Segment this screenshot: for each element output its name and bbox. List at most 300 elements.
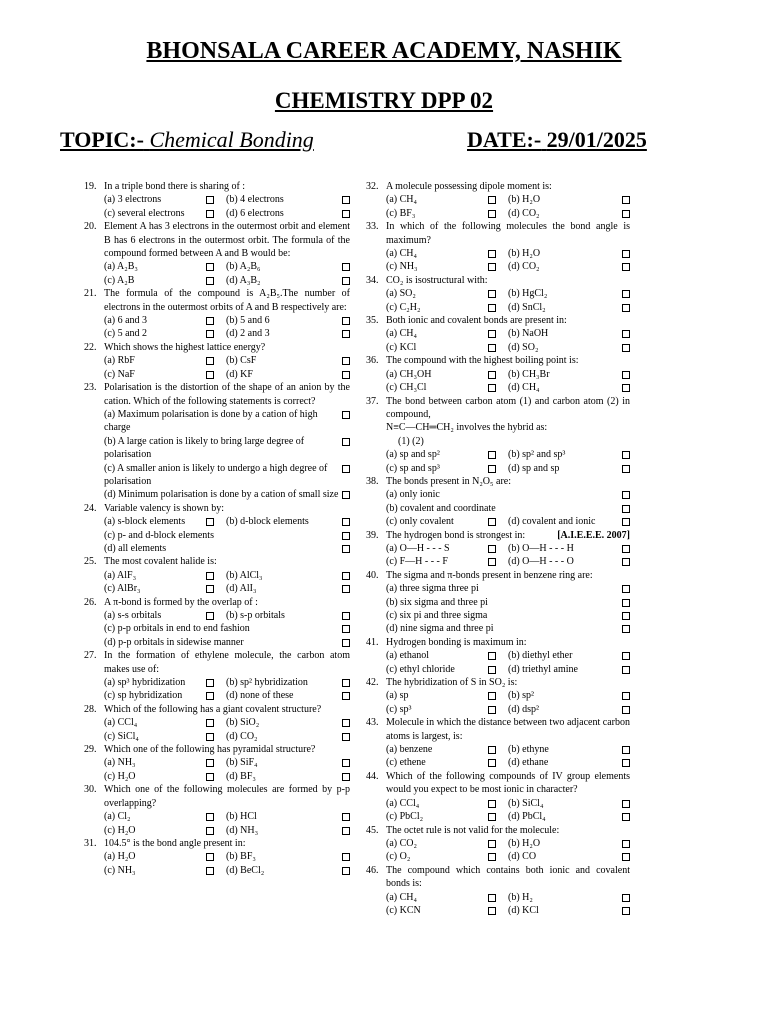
answer-checkbox[interactable] <box>342 853 350 861</box>
option-pair <box>226 260 350 273</box>
option-row <box>84 368 350 381</box>
answer-checkbox[interactable] <box>342 572 350 580</box>
answer-checkbox[interactable] <box>488 558 496 566</box>
option-text: (c) AlBr₃ <box>104 583 141 595</box>
option-pair <box>104 260 226 273</box>
answer-checkbox[interactable] <box>622 344 630 352</box>
answer-checkbox[interactable] <box>342 773 350 781</box>
option-pair <box>104 515 226 528</box>
answer-checkbox[interactable] <box>206 759 214 767</box>
answer-checkbox[interactable] <box>342 196 350 204</box>
option-row <box>84 542 350 555</box>
question-number: 24. <box>84 502 97 514</box>
answer-checkbox[interactable] <box>488 692 496 700</box>
answer-checkbox[interactable] <box>206 572 214 580</box>
answer-checkbox[interactable] <box>622 800 630 808</box>
question-stem <box>84 649 350 676</box>
option-pair <box>386 327 508 340</box>
option-row <box>366 287 630 300</box>
option-text: (d) 6 electrons <box>226 207 284 219</box>
answer-checkbox[interactable] <box>342 357 350 365</box>
answer-checkbox[interactable] <box>206 773 214 781</box>
question-item <box>84 783 350 837</box>
option-text: (c) CH₃Cl <box>386 382 427 394</box>
option-pair <box>508 260 630 273</box>
answer-checkbox[interactable] <box>206 853 214 861</box>
answer-checkbox[interactable] <box>342 438 350 446</box>
question-number: 22. <box>84 341 97 353</box>
option-text: (a) sp³ hybridization <box>104 677 186 689</box>
question-number: 44. <box>366 770 379 782</box>
answer-checkbox[interactable] <box>342 813 350 821</box>
option-pair <box>104 810 226 823</box>
option-pair <box>104 368 226 381</box>
question-stem <box>366 636 630 649</box>
option-pair <box>226 730 350 743</box>
question-stem <box>366 824 630 837</box>
option-pair <box>386 301 508 314</box>
option-pair <box>104 864 226 877</box>
answer-checkbox[interactable] <box>206 612 214 620</box>
answer-checkbox[interactable] <box>622 558 630 566</box>
answer-checkbox[interactable] <box>488 518 496 526</box>
option-text: (a) RbF <box>104 355 135 367</box>
option-pair <box>508 797 630 810</box>
question-text: The most covalent halide is: <box>104 556 217 568</box>
option-text: (c) KCN <box>386 904 421 916</box>
question-text: Which shows the highest lattice energy? <box>104 341 266 353</box>
option-text: (d) O—H - - - O <box>508 556 574 568</box>
question-stem <box>366 770 630 797</box>
answer-checkbox[interactable] <box>622 813 630 821</box>
option-text: (b) SiCl₄ <box>508 797 544 809</box>
answer-checkbox[interactable] <box>622 907 630 915</box>
option-text: (a) SO₂ <box>386 288 416 300</box>
answer-checkbox[interactable] <box>622 196 630 204</box>
answer-checkbox[interactable] <box>622 304 630 312</box>
option-text: (d) none of these <box>226 690 294 702</box>
question-number: 23. <box>84 382 97 394</box>
answer-checkbox[interactable] <box>488 666 496 674</box>
option-row <box>366 743 630 756</box>
question-item <box>366 220 630 274</box>
option-row <box>84 716 350 729</box>
option-row <box>366 810 630 823</box>
answer-checkbox[interactable] <box>622 652 630 660</box>
option-text: (a) CH₄ <box>386 328 417 340</box>
option-row <box>84 462 350 489</box>
option-text: (b) 4 electrons <box>226 194 284 206</box>
answer-checkbox[interactable] <box>206 692 214 700</box>
option-row <box>366 327 630 340</box>
question-text: Which one of the following has pyramidal structure? <box>104 744 316 756</box>
option-row <box>84 314 350 327</box>
option-pair <box>226 314 350 327</box>
answer-checkbox[interactable] <box>622 585 630 593</box>
option-row <box>366 582 630 595</box>
option-row <box>84 689 350 702</box>
option-pair <box>226 824 350 837</box>
answer-checkbox[interactable] <box>622 840 630 848</box>
option-row <box>366 837 630 850</box>
answer-checkbox[interactable] <box>342 679 350 687</box>
option-pair <box>386 797 508 810</box>
option-pair <box>226 850 350 863</box>
option-text: (b) CH₃Br <box>508 368 550 380</box>
question-item <box>366 864 630 918</box>
question-item <box>84 555 350 595</box>
answer-checkbox[interactable] <box>488 250 496 258</box>
option-text: (a) Maximum polarisation is done by a cation of high charge <box>104 408 318 434</box>
question-stem <box>366 569 630 582</box>
option-text: (a) AlF₃ <box>104 569 137 581</box>
option-pair <box>386 649 508 662</box>
option-text: (a) CCl₄ <box>104 717 138 729</box>
question-text: The formula of the compound is A₂B₅.The number of electrons in the outermost orbits of A and B respectively are: <box>104 288 350 313</box>
option-pair <box>104 569 226 582</box>
question-number: 28. <box>84 703 97 715</box>
option-text: (a) 3 electrons <box>104 194 162 206</box>
option-text: (c) H₂O <box>104 824 136 836</box>
option-row <box>366 596 630 609</box>
option-text: (c) sp hybridization <box>104 690 183 702</box>
question-stem <box>84 783 350 810</box>
answer-checkbox[interactable] <box>342 518 350 526</box>
option-pair <box>386 448 508 461</box>
question-text: The octet rule is not valid for the molecule: <box>386 824 560 836</box>
question-text: Element A has 3 electrons in the outermost orbit and element B has 6 electrons in the outermost orbit. The formula of the compound formed between A and B would be: <box>104 221 350 260</box>
option-text: (c) C₂H₂ <box>386 301 421 313</box>
option-pair <box>226 207 350 220</box>
answer-checkbox[interactable] <box>622 599 630 607</box>
option-pair <box>386 368 508 381</box>
question-item <box>84 341 350 381</box>
answer-checkbox[interactable] <box>206 330 214 338</box>
option-text: (c) NH₃ <box>104 864 136 876</box>
option-text: (b) AlCl₃ <box>226 569 263 581</box>
dpp-title: CHEMISTRY DPP 02 <box>274 88 494 113</box>
answer-checkbox[interactable] <box>622 612 630 620</box>
option-pair <box>386 689 508 702</box>
question-line: (1) (2) <box>398 435 424 447</box>
answer-checkbox[interactable] <box>622 491 630 499</box>
answer-checkbox[interactable] <box>622 505 630 513</box>
option-row <box>84 756 350 769</box>
answer-checkbox[interactable] <box>488 759 496 767</box>
option-pair <box>386 756 508 769</box>
option-pair <box>386 850 508 863</box>
option-text: (a) O—H - - - S <box>386 542 450 554</box>
answer-checkbox[interactable] <box>622 692 630 700</box>
answer-checkbox[interactable] <box>488 800 496 808</box>
option-row <box>84 529 350 542</box>
option-text: (c) PbCl₂ <box>386 811 424 823</box>
question-stem <box>84 703 350 716</box>
option-text: (c) sp and sp³ <box>386 462 440 474</box>
answer-checkbox[interactable] <box>488 210 496 218</box>
answer-checkbox[interactable] <box>342 411 350 419</box>
question-stem <box>84 180 350 193</box>
answer-checkbox[interactable] <box>342 263 350 271</box>
option-text: (c) SiCl₄ <box>104 730 139 742</box>
option-pair <box>226 770 350 783</box>
answer-checkbox[interactable] <box>206 518 214 526</box>
question-text: The bonds present in N₂O₅ are: <box>386 475 511 487</box>
answer-checkbox[interactable] <box>488 330 496 338</box>
answer-checkbox[interactable] <box>622 465 630 473</box>
answer-checkbox[interactable] <box>488 894 496 902</box>
answer-checkbox[interactable] <box>488 371 496 379</box>
option-text: (d) CH₄ <box>508 382 540 394</box>
option-row <box>366 703 630 716</box>
option-pair <box>226 756 350 769</box>
option-row <box>366 247 630 260</box>
option-text: (c) NaF <box>104 368 135 380</box>
question-text: In which of the following molecules the bond angle is maximum? <box>386 221 630 246</box>
answer-checkbox[interactable] <box>342 330 350 338</box>
option-pair <box>386 462 508 475</box>
option-text: (b) SiO₂ <box>226 717 260 729</box>
answer-checkbox[interactable] <box>342 545 350 553</box>
answer-checkbox[interactable] <box>622 290 630 298</box>
option-text: (d) KCl <box>508 904 539 916</box>
option-text: (a) CH₄ <box>386 194 417 206</box>
question-number: 42. <box>366 677 379 689</box>
answer-checkbox[interactable] <box>206 719 214 727</box>
question-text: The sigma and π-bonds present in benzene ring are: <box>386 569 593 581</box>
question-number: 38. <box>366 475 379 487</box>
answer-checkbox[interactable] <box>488 706 496 714</box>
question-text: The compound with the highest boiling point is: <box>386 355 579 367</box>
answer-checkbox[interactable] <box>488 746 496 754</box>
answer-checkbox[interactable] <box>342 639 350 647</box>
question-item <box>84 743 350 783</box>
option-pair <box>508 837 630 850</box>
answer-checkbox[interactable] <box>622 330 630 338</box>
answer-checkbox[interactable] <box>488 813 496 821</box>
option-row <box>84 850 350 863</box>
option-pair <box>508 891 630 904</box>
answer-checkbox[interactable] <box>206 277 214 285</box>
answer-checkbox[interactable] <box>488 344 496 352</box>
question-item <box>84 649 350 703</box>
option-row <box>366 341 630 354</box>
option-row <box>366 555 630 568</box>
answer-checkbox[interactable] <box>488 451 496 459</box>
answer-checkbox[interactable] <box>622 853 630 861</box>
answer-checkbox[interactable] <box>342 371 350 379</box>
option-text: (b) HCl <box>226 811 257 823</box>
option-pair <box>386 703 508 716</box>
answer-checkbox[interactable] <box>342 532 350 540</box>
question-item <box>366 569 630 636</box>
answer-checkbox[interactable] <box>488 907 496 915</box>
option-row <box>84 435 350 462</box>
topic-label: TOPIC:- <box>60 127 144 152</box>
option-pair <box>386 837 508 850</box>
answer-checkbox[interactable] <box>622 545 630 553</box>
question-item <box>84 220 350 287</box>
topic-line <box>60 127 342 153</box>
answer-checkbox[interactable] <box>488 545 496 553</box>
option-text: (c) H₂O <box>104 770 136 782</box>
answer-checkbox[interactable] <box>622 706 630 714</box>
answer-checkbox[interactable] <box>206 585 214 593</box>
academy-title: BHONSALA CAREER ACADEMY, NASHIK <box>146 38 622 64</box>
option-text: (b) covalent and coordinate <box>386 502 496 514</box>
option-pair <box>226 689 350 702</box>
answer-checkbox[interactable] <box>622 210 630 218</box>
option-text: (a) CO₂ <box>386 837 417 849</box>
option-text: (a) Cl₂ <box>104 811 131 823</box>
answer-checkbox[interactable] <box>206 210 214 218</box>
option-row <box>366 515 630 528</box>
option-text: (a) H₂O <box>104 851 136 863</box>
answer-checkbox[interactable] <box>206 317 214 325</box>
answer-checkbox[interactable] <box>342 733 350 741</box>
option-pair <box>226 515 350 528</box>
option-text: (d) 2 and 3 <box>226 328 270 340</box>
answer-checkbox[interactable] <box>488 290 496 298</box>
option-row <box>84 864 350 877</box>
answer-checkbox[interactable] <box>622 263 630 271</box>
answer-checkbox[interactable] <box>622 625 630 633</box>
question-text: Molecule in which the distance between two adjacent carbon atoms is largest, is: <box>386 717 630 742</box>
option-pair <box>508 649 630 662</box>
answer-checkbox[interactable] <box>622 384 630 392</box>
exam-tag: [A.I.E.E.E. 2007] <box>557 529 630 541</box>
option-row <box>366 448 630 461</box>
option-text: (a) three sigma three pi <box>386 583 479 595</box>
answer-checkbox[interactable] <box>488 840 496 848</box>
option-text: (c) ethene <box>386 757 426 769</box>
question-stem <box>366 475 630 488</box>
answer-checkbox[interactable] <box>622 250 630 258</box>
answer-checkbox[interactable] <box>342 585 350 593</box>
answer-checkbox[interactable] <box>342 719 350 727</box>
answer-checkbox[interactable] <box>206 371 214 379</box>
answer-checkbox[interactable] <box>342 759 350 767</box>
question-number: 27. <box>84 650 97 662</box>
question-item <box>366 770 630 824</box>
answer-checkbox[interactable] <box>488 652 496 660</box>
answer-checkbox[interactable] <box>342 491 350 499</box>
question-number: 29. <box>84 744 97 756</box>
answer-checkbox[interactable] <box>622 371 630 379</box>
answer-checkbox[interactable] <box>622 894 630 902</box>
option-text: (a) NH₃ <box>104 757 136 769</box>
option-text: (d) sp and sp <box>508 462 560 474</box>
option-pair <box>508 689 630 702</box>
option-text: (d) PbCl₄ <box>508 811 546 823</box>
answer-checkbox[interactable] <box>622 759 630 767</box>
option-pair <box>226 274 350 287</box>
question-item <box>366 354 630 394</box>
answer-checkbox[interactable] <box>622 451 630 459</box>
option-text: (d) ethane <box>508 757 549 769</box>
answer-checkbox[interactable] <box>206 196 214 204</box>
option-row <box>84 730 350 743</box>
option-pair <box>104 850 226 863</box>
question-stem <box>84 220 350 260</box>
option-pair <box>508 247 630 260</box>
option-pair <box>104 770 226 783</box>
option-pair <box>386 810 508 823</box>
question-item <box>366 824 630 864</box>
option-text: (a) CCl₄ <box>386 797 420 809</box>
option-pair <box>508 327 630 340</box>
question-stem <box>84 596 350 609</box>
option-pair <box>508 850 630 863</box>
option-pair <box>508 703 630 716</box>
answer-checkbox[interactable] <box>206 357 214 365</box>
option-pair <box>508 193 630 206</box>
option-row <box>84 824 350 837</box>
question-text: Variable valency is shown by: <box>104 502 224 514</box>
question-item <box>84 381 350 502</box>
question-number: 31. <box>84 837 97 849</box>
answer-checkbox[interactable] <box>488 304 496 312</box>
answer-checkbox[interactable] <box>488 196 496 204</box>
answer-checkbox[interactable] <box>342 465 350 473</box>
answer-checkbox[interactable] <box>206 733 214 741</box>
answer-checkbox[interactable] <box>488 465 496 473</box>
option-text: (b) SiF₄ <box>226 757 258 769</box>
option-text: (b) CsF <box>226 355 257 367</box>
question-item <box>366 716 630 770</box>
option-text: (d) BeCl₂ <box>226 864 265 876</box>
option-text: (a) CH₄ <box>386 248 417 260</box>
option-text: (a) 6 and 3 <box>104 315 148 327</box>
answer-checkbox[interactable] <box>342 867 350 875</box>
question-number: 35. <box>366 315 379 327</box>
option-text: (c) KCl <box>386 341 417 353</box>
answer-checkbox[interactable] <box>206 813 214 821</box>
answer-checkbox[interactable] <box>342 692 350 700</box>
answer-checkbox[interactable] <box>622 746 630 754</box>
option-row <box>84 770 350 783</box>
answer-checkbox[interactable] <box>488 853 496 861</box>
answer-checkbox[interactable] <box>342 612 350 620</box>
answer-checkbox[interactable] <box>206 867 214 875</box>
question-text: The hydrogen bond is strongest in: [A.I.E.E.E. 2007] <box>386 529 630 541</box>
option-pair <box>226 354 350 367</box>
option-row <box>366 850 630 863</box>
answer-checkbox[interactable] <box>206 827 214 835</box>
answer-checkbox[interactable] <box>622 666 630 674</box>
question-text: Which one of the following molecules are formed by p-p overlapping? <box>104 784 350 809</box>
answer-checkbox[interactable] <box>622 518 630 526</box>
question-number: 20. <box>84 221 97 233</box>
answer-checkbox[interactable] <box>342 210 350 218</box>
answer-checkbox[interactable] <box>342 317 350 325</box>
option-pair <box>386 207 508 220</box>
option-pair <box>386 260 508 273</box>
question-text: The hybridization of S in SO₂ is: <box>386 677 518 689</box>
answer-checkbox[interactable] <box>342 277 350 285</box>
answer-checkbox[interactable] <box>206 263 214 271</box>
option-text: (b) H₂O <box>508 248 541 260</box>
option-row <box>84 193 350 206</box>
answer-checkbox[interactable] <box>488 384 496 392</box>
answer-checkbox[interactable] <box>488 263 496 271</box>
answer-checkbox[interactable] <box>206 679 214 687</box>
option-pair <box>508 381 630 394</box>
option-text: (d) p-p orbitals in sidewise manner <box>104 636 244 648</box>
answer-checkbox[interactable] <box>342 827 350 835</box>
answer-checkbox[interactable] <box>342 625 350 633</box>
option-pair <box>226 676 350 689</box>
